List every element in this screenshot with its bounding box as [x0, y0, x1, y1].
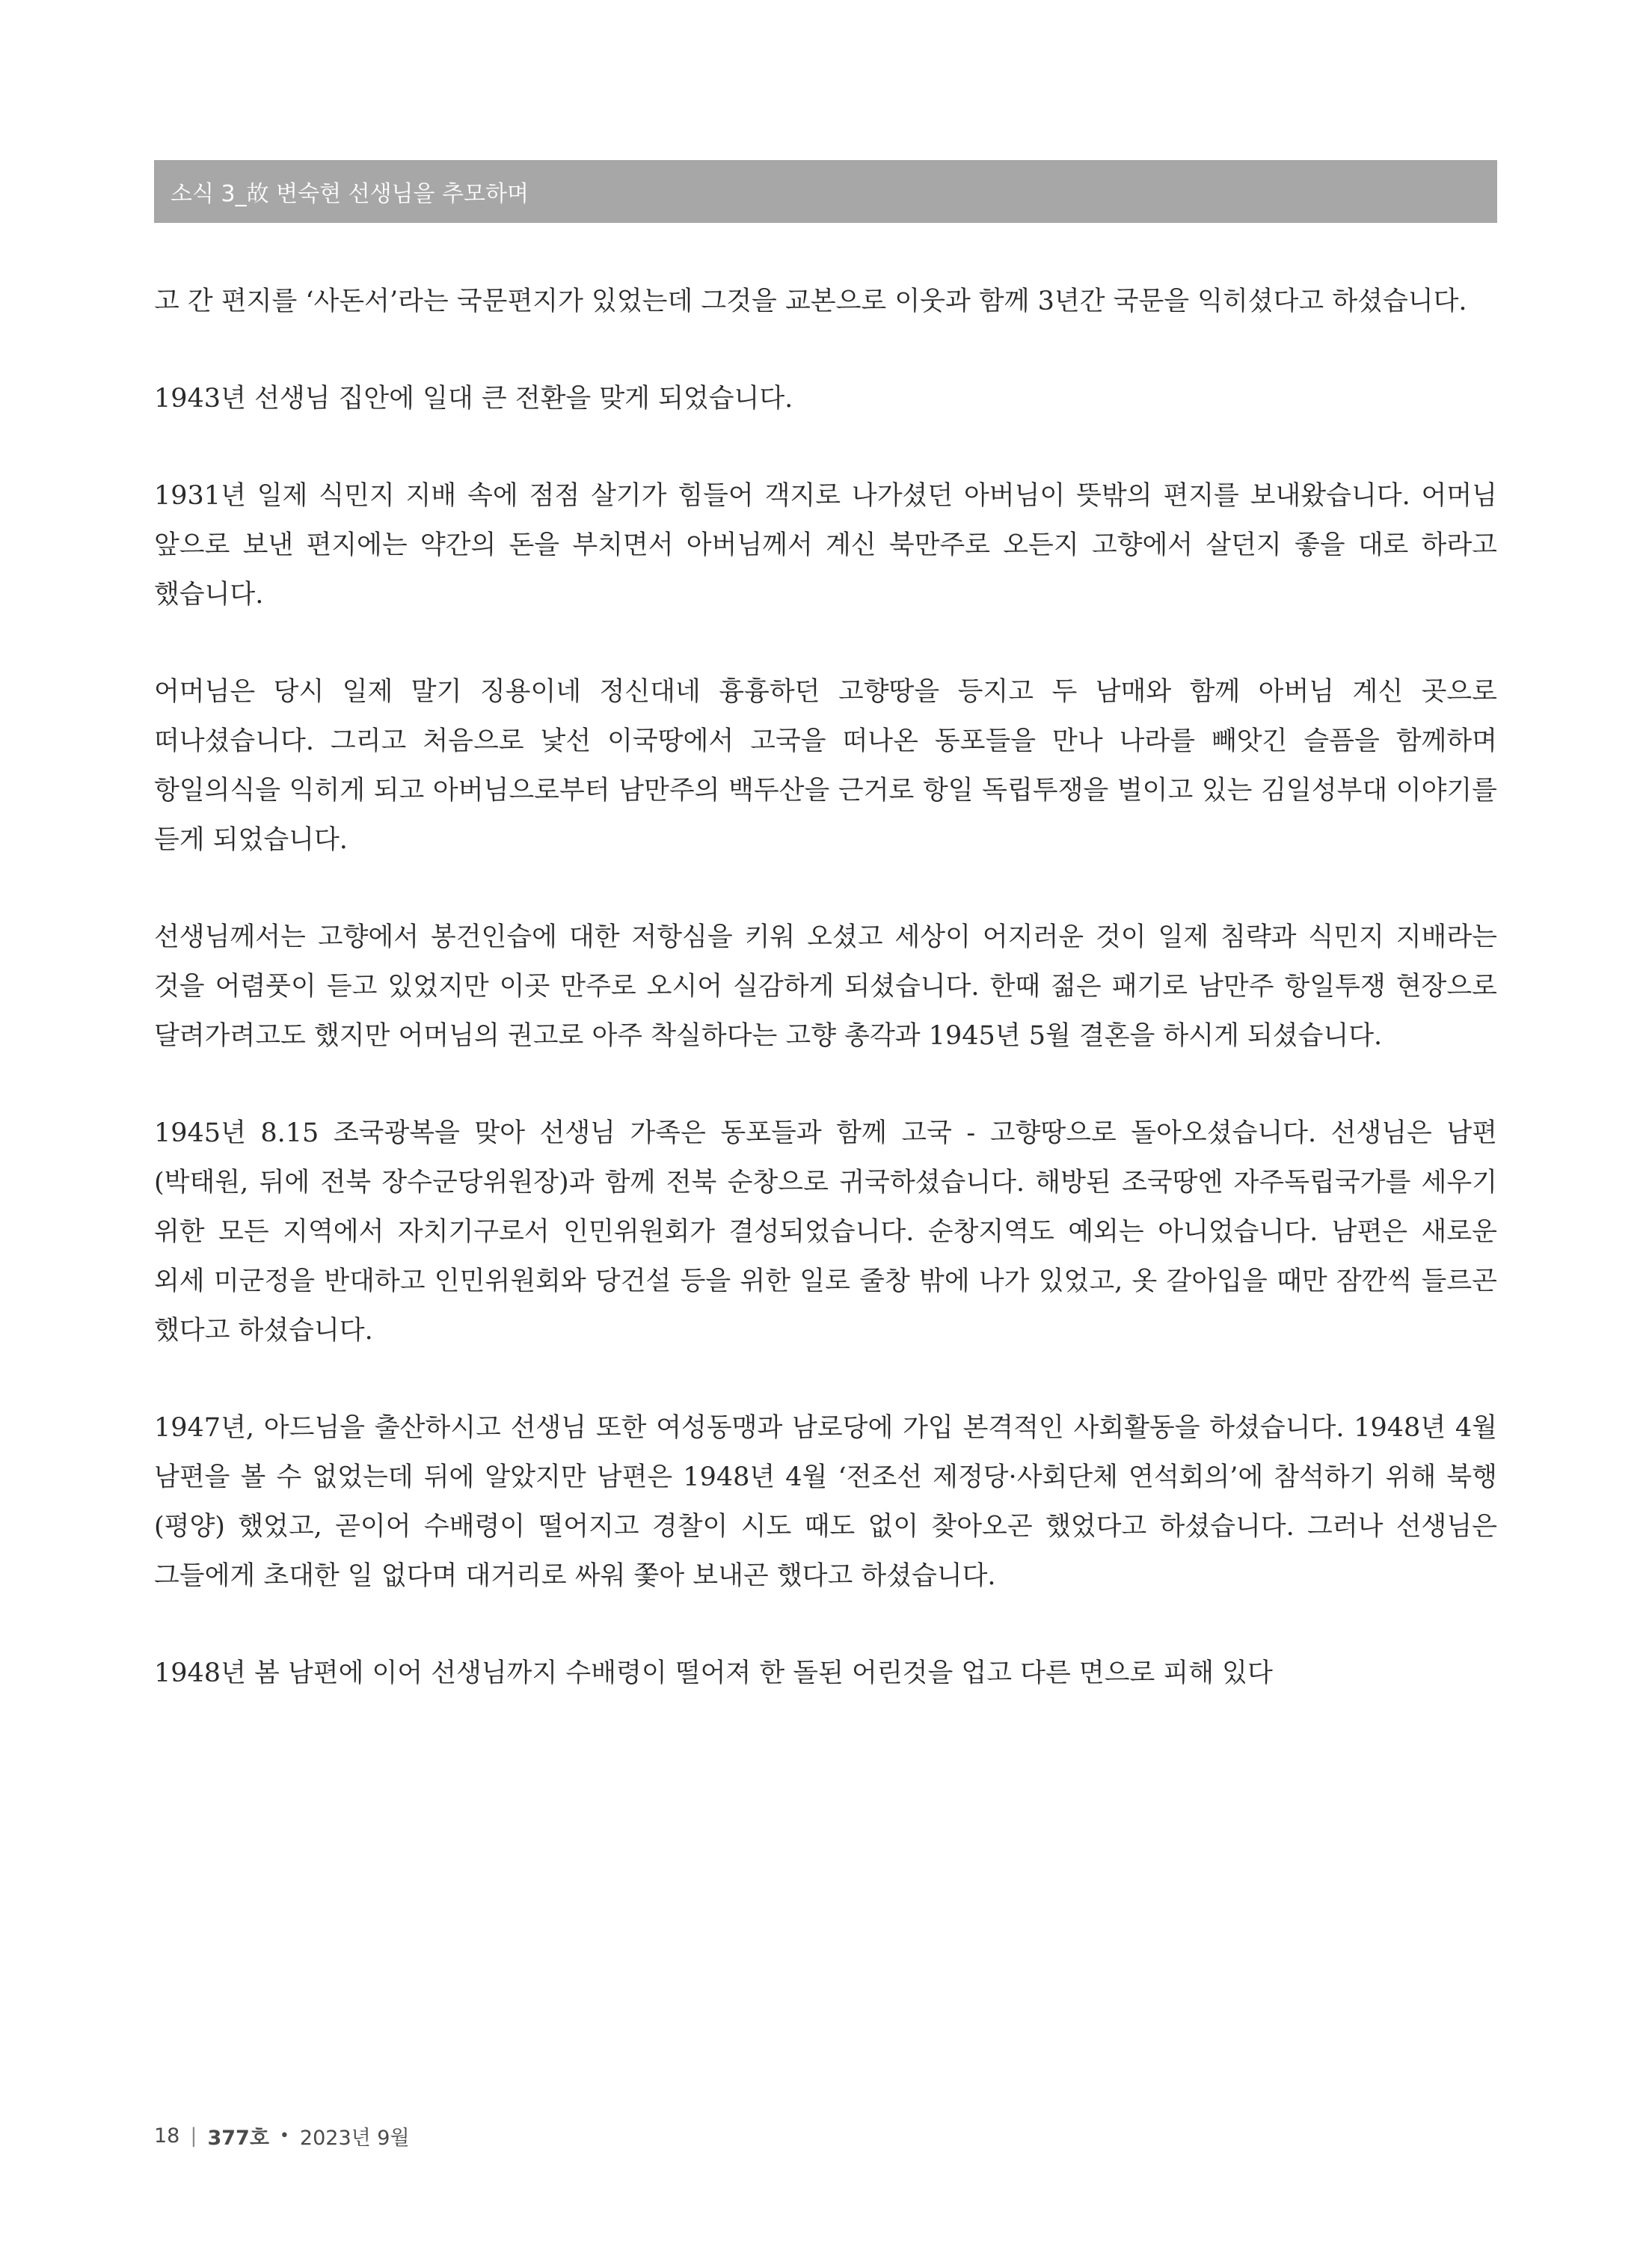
paragraph: 선생님께서는 고향에서 봉건인습에 대한 저항심을 키워 오셨고 세상이 어지러운 것이 일제 침략과 식민지 지배라는 것을 어렴풋이 듣고 있었지만 이곳 만주로 오시어 실감하게 되셨습니다. 한때 젊은 패기로 남만주 항일투쟁 현장으로 달려가려고도 했지만 어머님의 권고로 아주 착실하다는 고향 총각과 1945년 5월 결혼을 하시게 되셨습니다. — [154, 922, 1497, 1051]
paragraph: 1931년 일제 식민지 지배 속에 점점 살기가 힘들어 객지로 나가셨던 아버님이 뜻밖의 편지를 보내왔습니다. 어머님 앞으로 보낸 편지에는 약간의 돈을 부치면서 아버님께서 계신 북만주로 오든지 고향에서 살던지 좋을 대로 하라고 했습니다. — [154, 481, 1497, 610]
paragraph: 고 간 편지를 ‘사돈서’라는 국문편지가 있었는데 그것을 교본으로 이웃과 함께 3년간 국문을 익히셨다고 하셨습니다. — [154, 286, 1467, 316]
page-number: 18 — [154, 2124, 180, 2148]
issue-date: 2023년 9월 — [299, 2127, 410, 2150]
page-footer — [154, 2121, 410, 2151]
footer-separator: | — [190, 2124, 197, 2148]
paragraph: 1945년 8.15 조국광복을 맞아 선생님 가족은 동포들과 함께 고국 - 고향땅으로 돌아오셨습니다. 선생님은 남편(박태원, 뒤에 전북 장수군당위원장)과 함께 전북 순창으로 귀국하셨습니다. 해방된 조국땅엔 자주독립국가를 세우기 위한 모든 지역에서 자치기구로서 인민위원회가 결성되었습니다. 순창지역도 예외는 아니었습니다. 남편은 새로운 외세 미군정을 반대하고 인민위원회와 당건설 등을 위한 일로 줄창 밖에 나가 있었고, 옷 갈아입을 때만 잠깐씩 들르곤 했다고 하셨습니다. — [154, 1118, 1497, 1346]
paragraph: 어머님은 당시 일제 말기 징용이네 정신대네 흉흉하던 고향땅을 등지고 두 남매와 함께 아버님 계신 곳으로 떠나셨습니다. 그리고 처음으로 낯선 이국땅에서 고국을 떠나온 동포들을 만나 나라를 빼앗긴 슬픔을 함께하며 항일의식을 익히게 되고 아버님으로부터 남만주의 백두산을 근거로 항일 독립투쟁을 벌이고 있는 김일성부대 이야기를 듣게 되었습니다. — [154, 677, 1497, 855]
article-body — [154, 277, 1497, 1746]
issue-number: 377호 — [207, 2127, 269, 2150]
paragraph: 1943년 선생님 집안에 일대 큰 전환을 맞게 되었습니다. — [154, 384, 793, 414]
paragraph: 1948년 봄 남편에 이어 선생님까지 수배령이 떨어져 한 돌된 어린것을 업고 다른 면으로 피해 있다 — [154, 1658, 1273, 1688]
bullet-icon: • — [279, 2127, 289, 2145]
section-title: 소식 3_故 변숙현 선생님을 추모하며 — [171, 181, 529, 207]
paragraph: 1947년, 아드님을 출산하시고 선생님 또한 여성동맹과 남로당에 가입 본격적인 사회활동을 하셨습니다. 1948년 4월 남편을 볼 수 없었는데 뒤에 알았지만 남편은 1948년 4월 ‘전조선 제정당·사회단체 연석회의’에 참석하기 위해 북행(평양) 했었고, 곧이어 수배령이 떨어지고 경찰이 시도 때도 없이 찾아오곤 했었다고 하셨습니다. 그러나 선생님은 그들에게 초대한 일 없다며 대거리로 싸워 쫓아 보내곤 했다고 하셨습니다. — [154, 1413, 1497, 1591]
section-header-bar — [154, 160, 1497, 223]
